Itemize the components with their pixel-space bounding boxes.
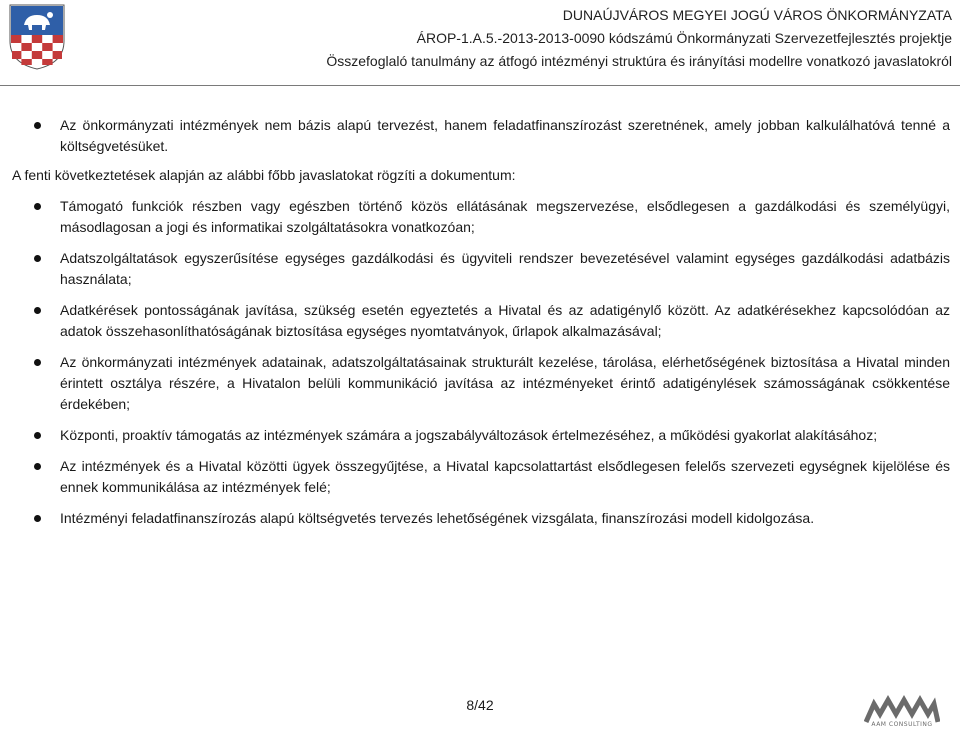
list-item-text: Adatszolgáltatások egyszerűsítése egységes gazdálkodási és ügyviteli rendszer bevezetésével valamint egységes gazdálkodási adatbázis használata; <box>60 250 950 287</box>
list-item <box>0 425 960 446</box>
page-header <box>0 0 960 86</box>
list-item <box>0 196 960 238</box>
list-item-text: Az önkormányzati intézmények adatainak, adatszolgáltatásainak strukturált kezelése, tárolása, elérhetőségének biztosítása a Hivatal minden érintett osztálya részére, a Hivatalon belüli kommunikáció javítása az intézményeket érintő adatigénylések számosságának csökkentése érdekében; <box>60 354 950 412</box>
document-body <box>0 115 960 529</box>
bullet-dot-icon <box>34 307 41 314</box>
list-item <box>0 508 960 529</box>
bullet-dot-icon <box>34 432 41 439</box>
bullet-dot-icon <box>34 515 41 522</box>
list-item-text: Az önkormányzati intézmények nem bázis alapú tervezést, hanem feladatfinanszírozást szeretnének, amely jobban kalkulálhatóvá tenné a költségvetésüket. <box>60 117 950 154</box>
header-document-title: Összefoglaló tanulmány az átfogó intézményi struktúra és irányítási modellre vonatkozó javaslatokról <box>326 53 952 69</box>
list-item <box>0 456 960 498</box>
list-item-text: Támogató funkciók részben vagy egészben történő közös ellátásának megszervezése, elsődlegesen a gazdálkodási és személyügyi, másodlagosan a jogi és informatikai szolgáltatásokra vonatkozóan; <box>60 198 950 235</box>
page-number: 8/42 <box>466 697 494 713</box>
bullet-dot-icon <box>34 122 41 129</box>
header-project-code: ÁROP-1.A.5.-2013-2013-0090 kódszámú Önkormányzati Szervezetfejlesztés projektje <box>416 30 952 46</box>
header-text-block <box>326 4 952 73</box>
coat-of-arms-icon <box>8 3 66 71</box>
list-item-text: Az intézmények és a Hivatal közötti ügyek összegyűjtése, a Hivatal kapcsolattartást elsődlegesen felelős szervezeti egységnek kijelölése és ennek kommunikálása az intézmények felé; <box>60 458 950 495</box>
list-item <box>0 115 960 157</box>
list-item <box>0 300 960 342</box>
logo-caption: AAM CONSULTING <box>871 721 933 728</box>
list-item-text: Intézményi feladatfinanszírozás alapú költségvetés tervezés lehetőségének vizsgálata, finanszírozási modell kidolgozása. <box>60 510 815 526</box>
bullet-dot-icon <box>34 463 41 470</box>
header-divider <box>0 85 960 86</box>
list-item-text: Központi, proaktív támogatás az intézmények számára a jogszabályváltozások értelmezéséhez, a működési gyakorlat alakításához; <box>60 427 878 443</box>
header-organization: DUNAÚJVÁROS MEGYEI JOGÚ VÁROS ÖNKORMÁNYZATA <box>562 7 952 23</box>
bullet-dot-icon <box>34 255 41 262</box>
bullet-dot-icon <box>34 359 41 366</box>
intro-paragraph: A fenti következtetések alapján az alábbi főbb javaslatokat rögzíti a dokumentum: <box>12 167 516 183</box>
list-item-text: Adatkérések pontosságának javítása, szükség esetén egyeztetés a Hivatal és az adatigénylő között. Az adatkérésekhez kapcsolódóan az adatok összehasonlíthatóságának biztosítása egységes nyomtatványok, űrlapok alkalmazásával; <box>60 302 950 339</box>
list-item <box>0 248 960 290</box>
list-item <box>0 352 960 415</box>
bullet-dot-icon <box>34 203 41 210</box>
